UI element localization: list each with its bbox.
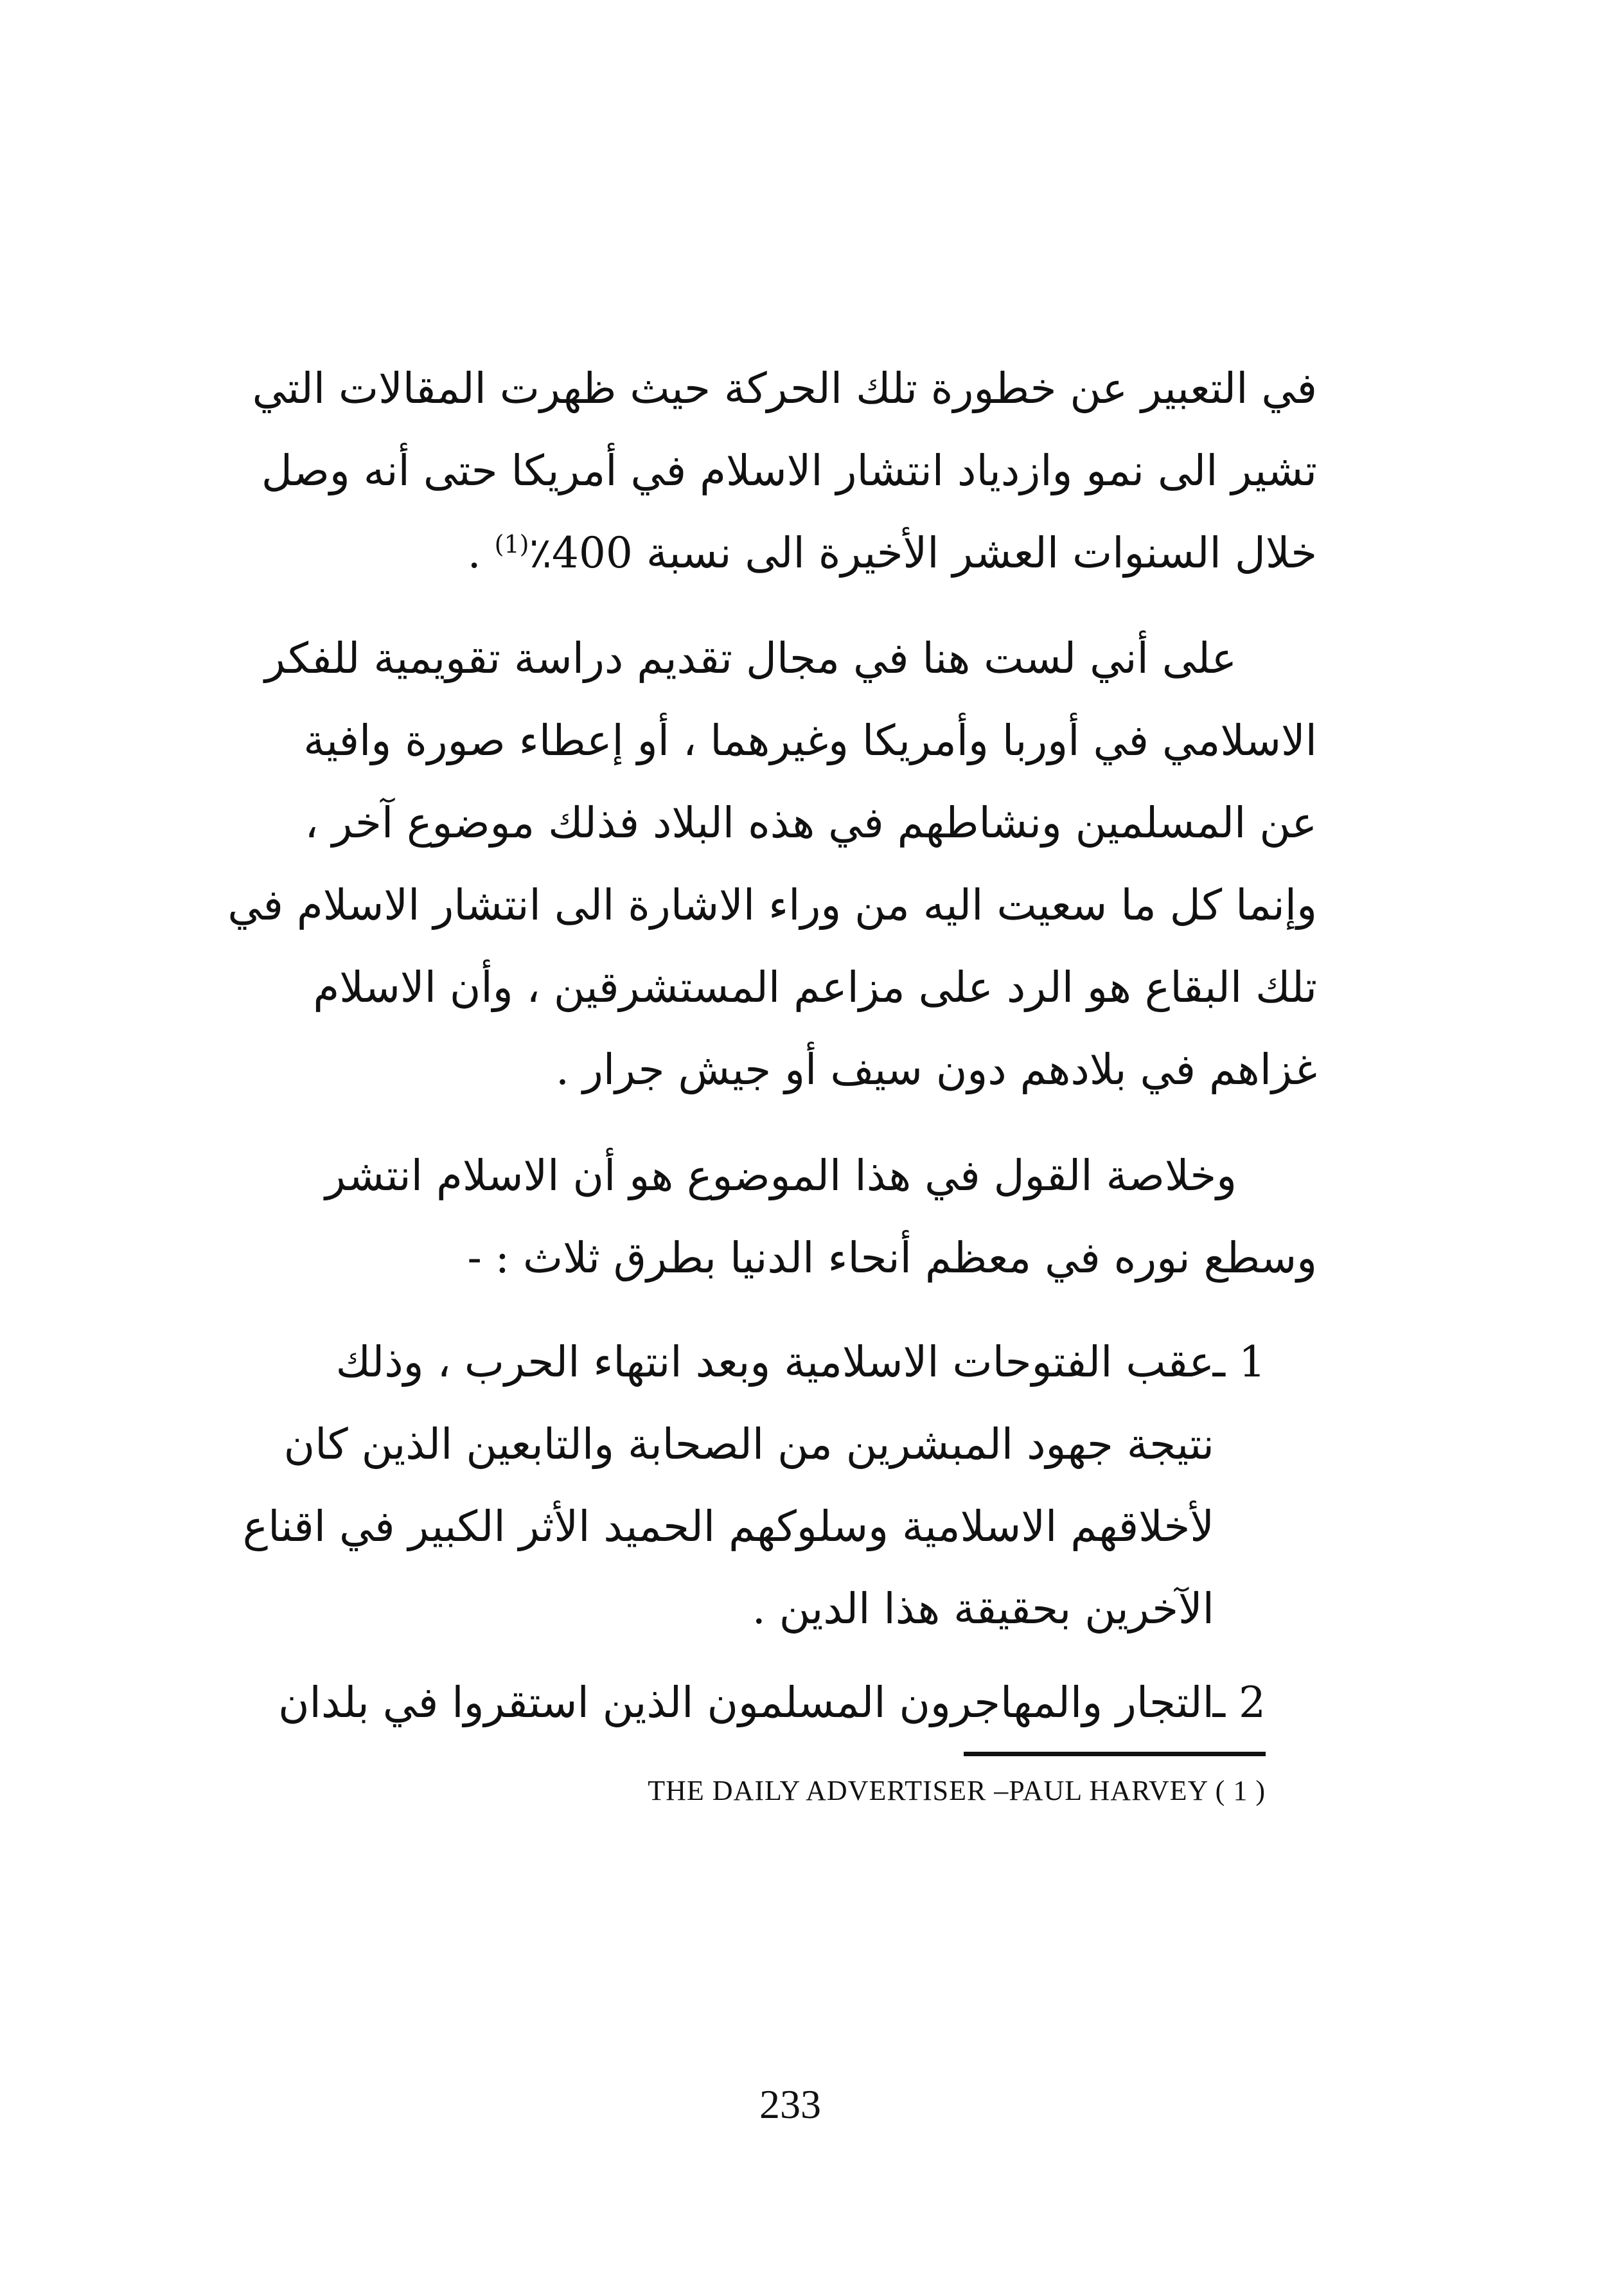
paragraph-2-line-5: تلك البقاع هو الرد على مزاعم المستشرقين ، وأن الاسلام: [313, 963, 1317, 1012]
paragraph-2-line-2: الاسلامي في أوربا وأمريكا وغيرهما ، أو إعطاء صورة وافية: [303, 716, 1317, 765]
paragraph-1-line-3-end: .: [467, 528, 495, 578]
footnote-divider: [964, 1752, 1266, 1756]
paragraph-1-line-3-text: خلال السنوات العشر الأخيرة الى نسبة 400٪: [529, 528, 1317, 578]
paragraph-3-line-2: وسطع نوره في معظم أنحاء الدنيا بطرق ثلاث : -: [467, 1233, 1317, 1283]
item-1-line-1: عقب الفتوحات الاسلامية وبعد انتهاء الحرب ، وذلك: [335, 1337, 1214, 1387]
paragraph-2-line-6: غزاهم في بلادهم دون سيف أو جيش جرار .: [555, 1045, 1317, 1094]
paragraph-1-line-3: [468, 521, 1317, 585]
item-2-number: 2 ـ: [1212, 1678, 1266, 1727]
footnote: THE DAILY ADVERTISER –PAUL HARVEY ( 1 ): [648, 1775, 1266, 1806]
item-2-line-1: التجار والمهاجرون المسلمون الذين استقروا في بلدان: [278, 1678, 1214, 1727]
paragraph-2-line-4: وإنما كل ما سعيت اليه من وراء الاشارة الى انتشار الاسلام في: [227, 880, 1317, 930]
item-1-line-2: نتيجة جهود المبشرين من الصحابة والتابعين الذين كان: [283, 1419, 1214, 1469]
paragraph-2-line-1: على أني لست هنا في مجال تقديم دراسة تقويمية للفكر: [265, 634, 1237, 683]
paragraph-1-line-2: تشير الى نمو وازدياد انتشار الاسلام في أمريكا حتى أنه وصل: [261, 446, 1317, 495]
item-1-line-3: لأخلاقهم الاسلامية وسلوكهم الحميد الأثر الكبير في اقناع: [242, 1502, 1214, 1551]
item-1-line-4: الآخرين بحقيقة هذا الدين .: [752, 1584, 1214, 1633]
footnote-marker: (1): [494, 530, 529, 558]
paragraph-1-line-1: في التعبير عن خطورة تلك الحركة حيث ظهرت المقالات التي: [252, 364, 1317, 413]
paragraph-3-line-1: وخلاصة القول في هذا الموضوع هو أن الاسلام انتشر: [325, 1151, 1237, 1200]
paragraph-2-line-3: عن المسلمين ونشاطهم في هذه البلاد فذلك موضوع آخر ،: [305, 798, 1317, 848]
page-number: 233: [759, 2081, 821, 2127]
item-1-number: 1 ـ: [1212, 1337, 1266, 1387]
